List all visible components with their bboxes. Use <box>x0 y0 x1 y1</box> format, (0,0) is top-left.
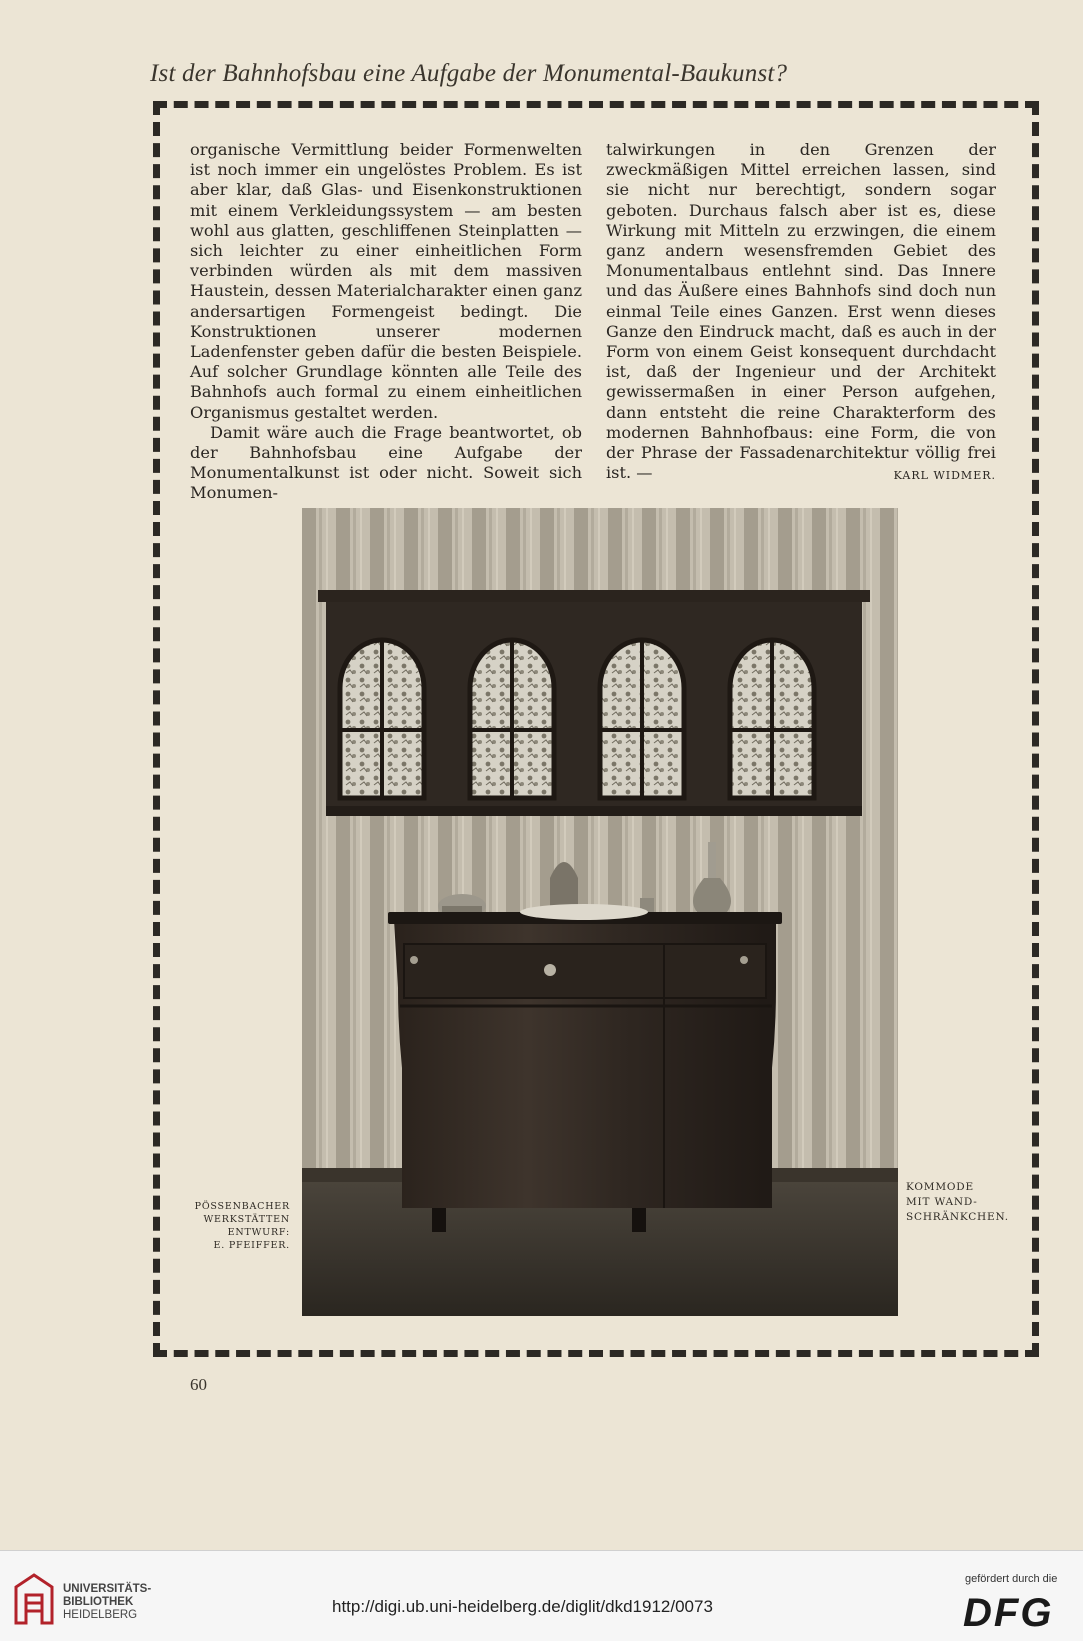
article-right-column <box>606 140 996 486</box>
viewer-footer <box>0 1550 1083 1641</box>
page-number: 60 <box>190 1375 207 1394</box>
funding-label: gefördert durch die <box>965 1573 1058 1585</box>
running-head: Ist der Bahnhofsbau eine Aufgabe der Monumental-Baukunst? <box>150 60 788 87</box>
furniture-photograph <box>302 508 898 1316</box>
article-left-column <box>190 140 582 504</box>
author-signature: KARL WIDMER. <box>893 469 996 483</box>
photo-credit-caption: PÖSSENBACHER WERKSTÄTTEN ENTWURF: E. PFEIFFER. <box>194 1201 290 1251</box>
permalink-url[interactable]: http://digi.ub.uni-heidelberg.de/diglit/dkd1912/0073 <box>332 1597 713 1616</box>
photo-title-caption: KOMMODE MIT WAND- SCHRÄNKCHEN. <box>906 1181 1009 1223</box>
university-library-logo-icon[interactable] <box>14 1573 54 1625</box>
paragraph: Damit wäre auch die Frage beantwortet, ob der Bahnhofsbau eine Aufgabe der Monumentalkunst ist oder nicht. Soweit sich Monumen- <box>190 422 582 503</box>
library-name[interactable]: UNIVERSITÄTS- BIBLIOTHEK HEIDELBERG <box>63 1583 152 1621</box>
paragraph: talwirkungen in den Grenzen der zweckmäßigen Mittel erreichen lassen, sind sie nicht nur berechtigt, sondern sogar geboten. Durchaus falsch aber ist es, diese Wirkung mit Mitteln zu erzwingen, die einem ganz andern wesensfremden Gebiet des Monumentalbaus entlehnt sind. Das Innere und das Äußere eines Bahnhofs sind doch nun einmal Teile eines Ganzen. Erst wenn dieses Ganze den Eindruck macht, daß es auch in der Form von einem Geist konsequent durchdacht ist, daß der Ingenieur und der Architekt gewissermaßen in einer Person aufgehen, dann entsteht die reine Charakterform des modernen Bahnhofbaus: eine Form, die von der Phrase der Fassadenarchitektur völlig frei ist. — KARL WIDMER. <box>606 140 996 483</box>
dfg-logo-icon[interactable]: DFG <box>963 1591 1054 1635</box>
paragraph: organische Vermittlung beider Formenwelten ist noch immer ein ungelöstes Problem. Es ist aber klar, daß Glas- und Eisenkonstruktionen mit einem Verkleidungssystem — am besten wohl aus glatten, geschliffenen Steinplatten — sich leichter zu einer einheitlichen Form verbinden würden als mit dem massiven Haustein, dessen Materialcharakter einen ganz andersartigen Formengeist bedingt. Die Konstruktionen unserer modernen Ladenfenster geben dafür die besten Beispiele. Auf solcher Grundlage könnten alle Teile des Bahnhofs auch formal zu einem einheitlichen Organismus gestaltet werden. <box>190 140 582 422</box>
